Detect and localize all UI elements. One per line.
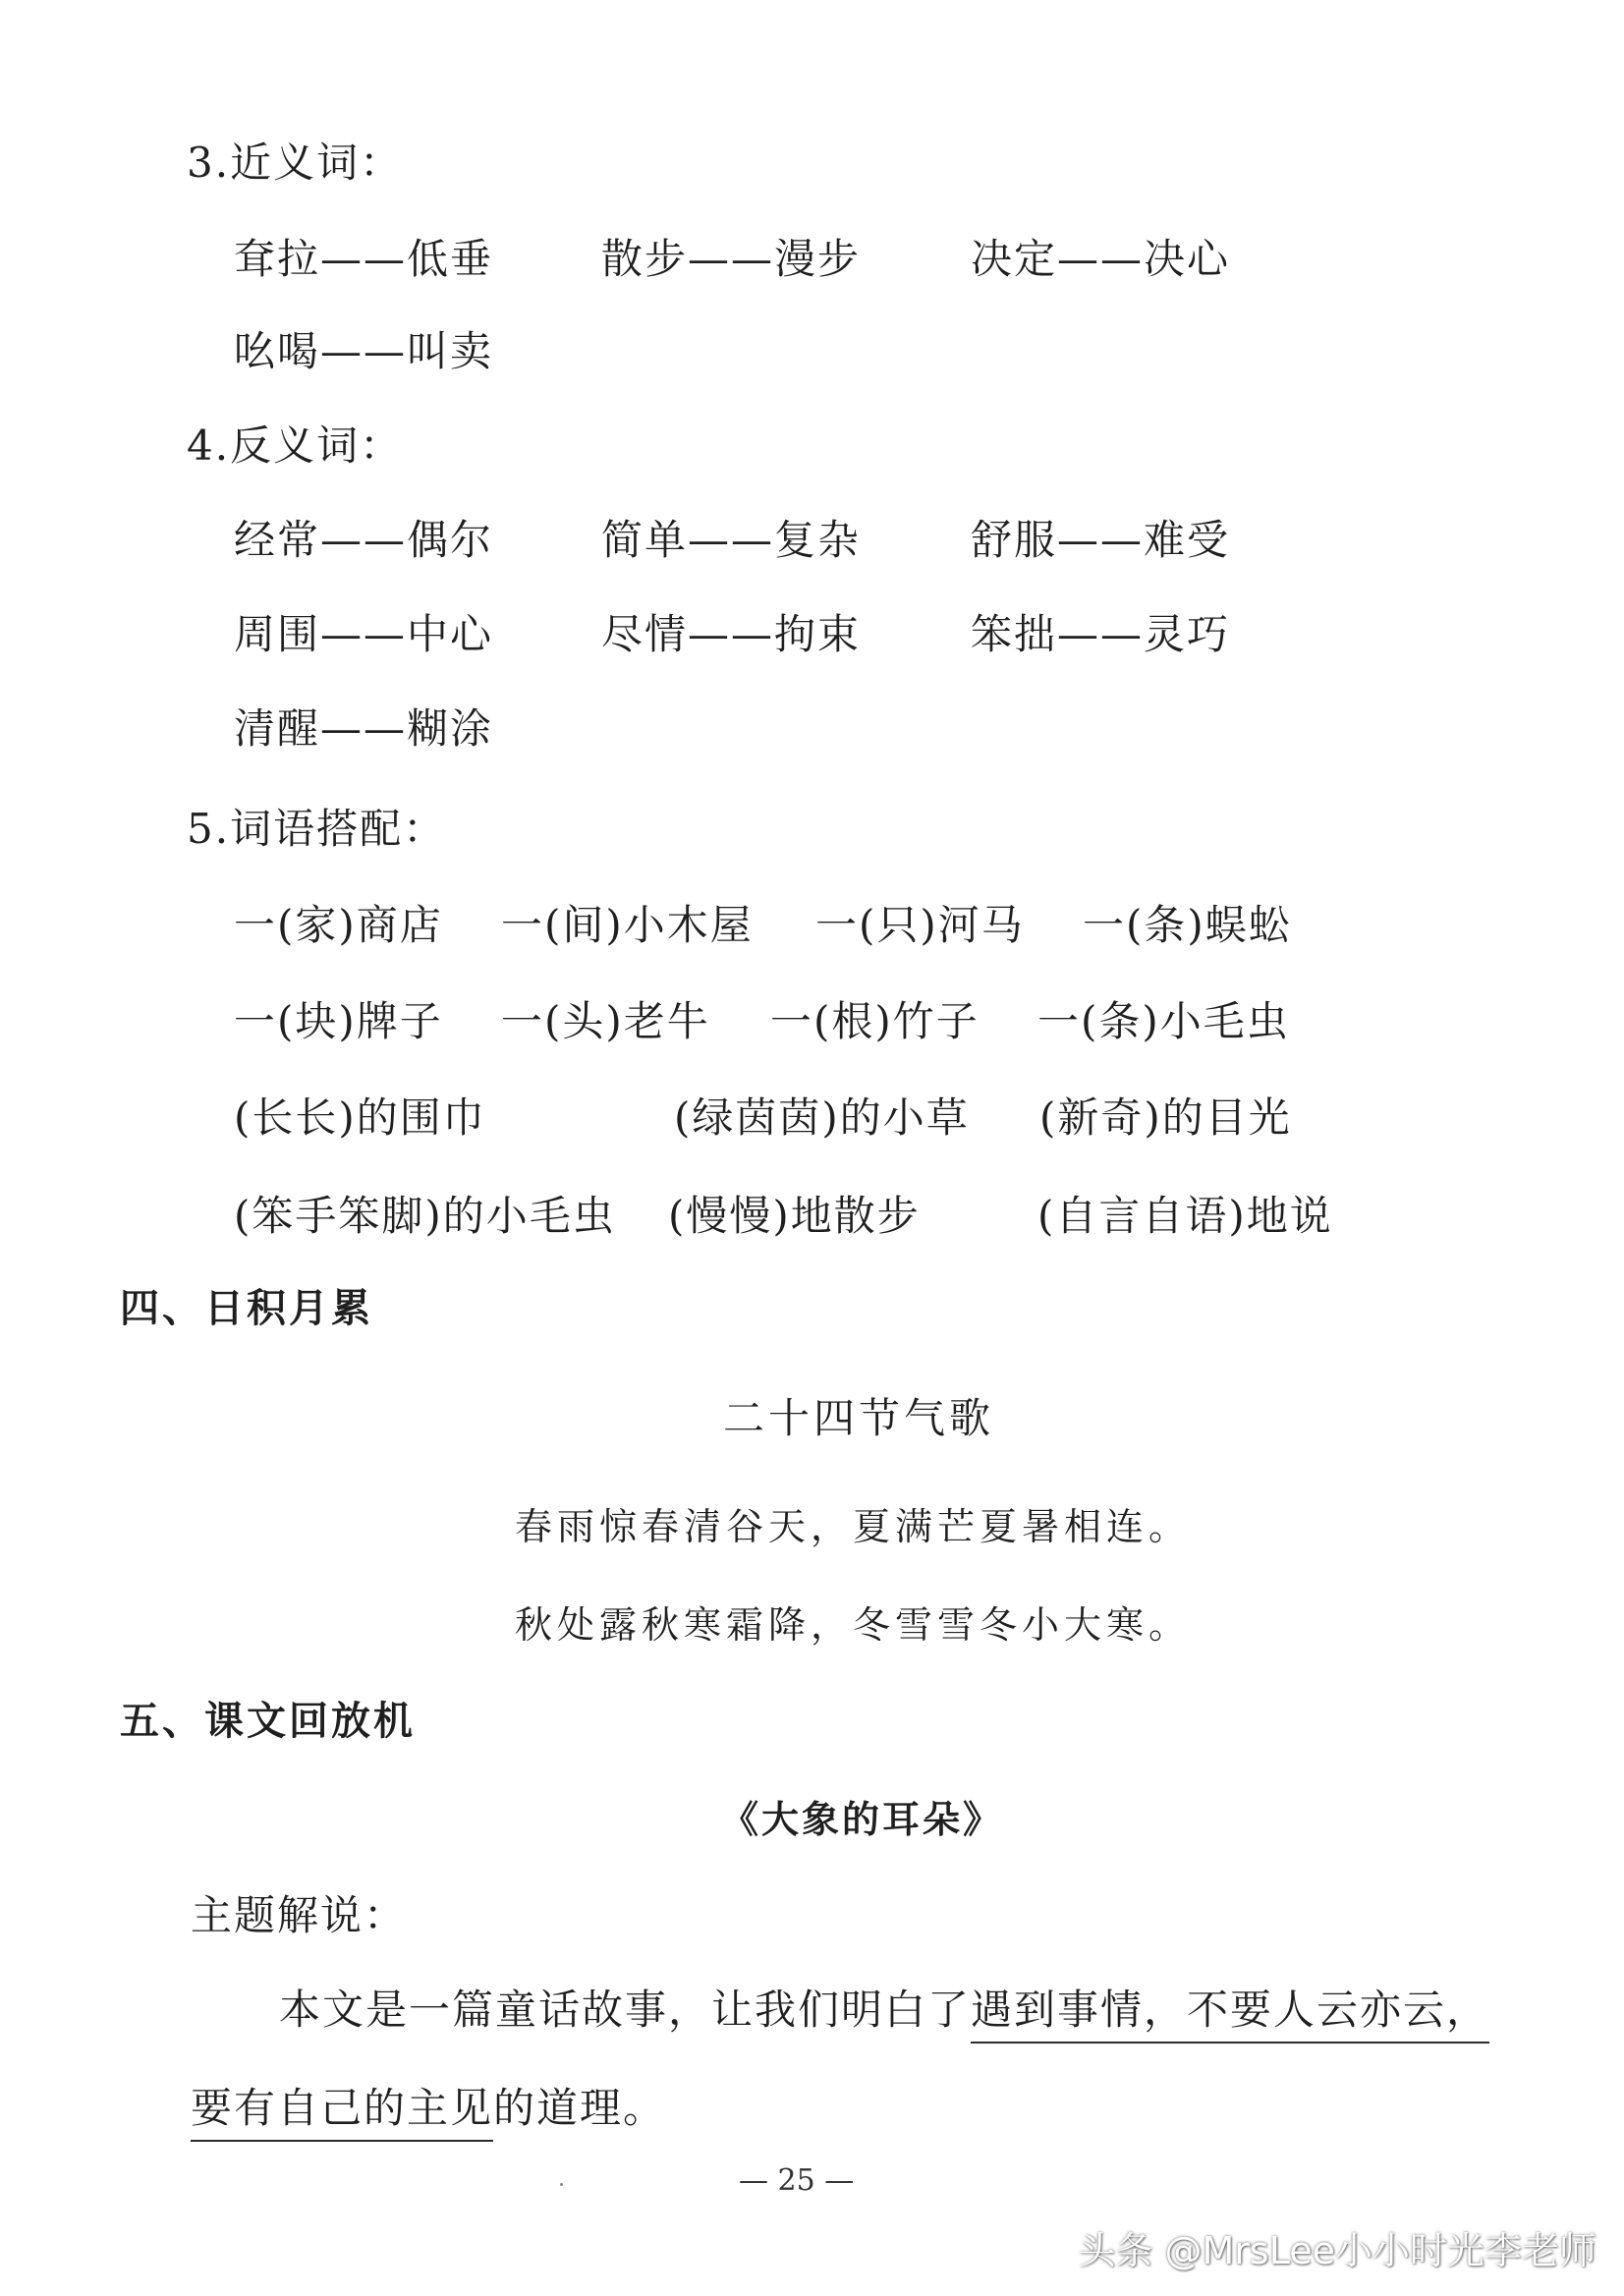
poem-line: 秋处露秋寒霜降，冬雪雪冬小大寒。 [515,1603,1192,1647]
antonym-pair: 周围——中心 [234,610,494,658]
synonym-pair: 耷拉——低垂 [234,235,494,283]
collocation-item: (新奇)的目光 [1039,1093,1292,1142]
collocation-item: (绿茵茵)的小草 [674,1093,970,1142]
antonym-pair: 尽情——拘束 [601,610,862,658]
collocation-item: 一(块)牌子 [234,997,443,1045]
poem-line: 春雨惊春清谷天，夏满芒夏暑相连。 [515,1505,1192,1548]
antonym-pair: 清醒——糊涂 [234,704,494,753]
collocation-item: 一(间)小木屋 [501,901,754,949]
section4-heading: 四、日积月累 [120,1286,373,1331]
collocation-heading: 5.词语搭配： [187,805,447,853]
scan-speck [560,2183,563,2186]
collocation-item: 一(条)蜈蚣 [1083,901,1292,949]
underlined-phrase: 遇到事情，不要人云亦云， [971,1986,1490,2034]
synonym-pair: 吆喝——叫卖 [234,327,494,375]
poem-title: 二十四节气歌 [723,1394,995,1442]
collocation-item: 一(根)竹子 [770,997,980,1045]
antonyms-heading: 4.反义词： [187,421,404,470]
antonym-pair: 舒服——难受 [971,516,1231,564]
collocation-item: (慢慢)地散步 [668,1192,921,1240]
section5-heading: 五、课文回放机 [120,1699,416,1744]
collocation-item: (自言自语)地说 [1037,1192,1333,1240]
antonym-pair: 简单——复杂 [601,516,862,564]
paragraph-text: 的道理。 [493,2084,667,2132]
antonym-pair: 经常——偶尔 [234,516,494,564]
theme-paragraph-line-2 [191,2083,666,2134]
collocation-item: 一(条)小毛虫 [1037,997,1290,1045]
collocation-item: (笨手笨脚)的小毛虫 [234,1192,616,1240]
paragraph-text: 本文是一篇童话故事，让我们明白了 [279,1986,972,2034]
text-title: 《大象的耳朵》 [721,1798,1004,1841]
collocation-item: 一(家)商店 [234,901,443,949]
collocation-item: 一(只)河马 [815,901,1025,949]
antonym-pair: 笨拙——灵巧 [971,610,1231,658]
theme-label: 主题解说： [191,1891,408,1939]
collocation-item: 一(头)老牛 [501,997,710,1045]
collocation-item: (长长)的围巾 [234,1093,486,1142]
synonym-pair: 散步——漫步 [601,235,862,283]
synonyms-heading: 3.近义词： [187,139,404,187]
underlined-phrase: 要有自己的主见 [191,2084,494,2132]
page-number: — 25 — [739,2163,855,2198]
synonym-pair: 决定——决心 [971,235,1231,283]
watermark: 头条 @MrsLee小小时光李老师 [1078,2229,1596,2272]
theme-paragraph-line-1 [279,1985,1489,2036]
